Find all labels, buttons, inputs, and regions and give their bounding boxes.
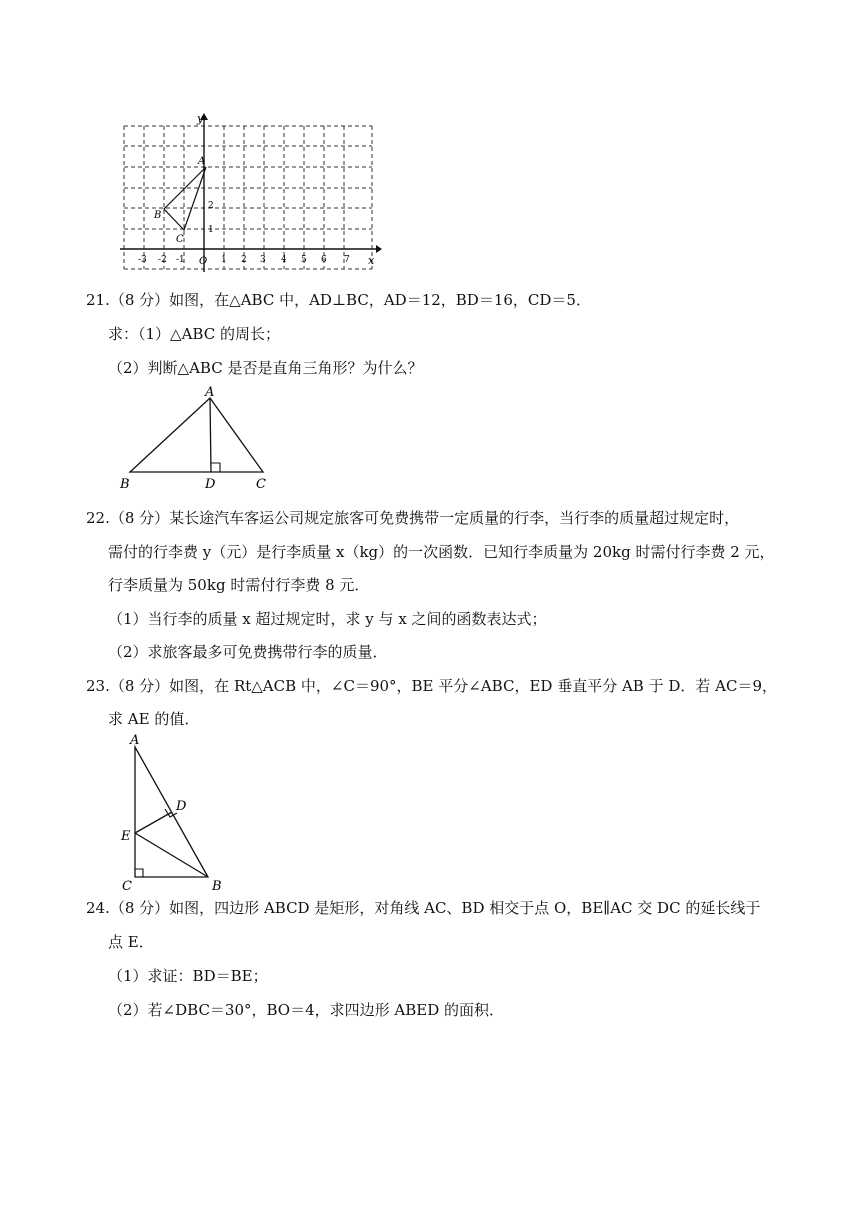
label-e: E — [121, 829, 131, 844]
point-a-label: A — [198, 156, 206, 167]
right-angle-mark-c — [135, 869, 143, 877]
label-d: D — [176, 799, 187, 814]
q22-number: 22. — [86, 509, 110, 527]
q24-text: 如图，四边形 ABCD 是矩形，对角线 AC、BD 相交于点 O，BE∥AC 交 DC 的延长线于 — [169, 899, 761, 917]
origin-label: O — [199, 256, 208, 267]
x-tick: 7 — [344, 255, 350, 265]
q23-number: 23. — [86, 677, 110, 695]
point-b-label: B — [154, 210, 162, 221]
y-tick-2: 2 — [208, 201, 214, 211]
x-tick: -1 — [176, 255, 185, 265]
y-tick-1: 1 — [208, 225, 214, 235]
label-c: C — [256, 477, 266, 492]
x-tick-labels — [138, 255, 350, 265]
y-axis-label: y — [197, 112, 204, 125]
q21-triangle-figure — [116, 386, 286, 492]
point-c-label: C — [176, 234, 184, 245]
triangle-abc-21 — [130, 398, 263, 472]
q23-line2: 求 AE 的值． — [108, 710, 200, 728]
triangle-abc — [164, 167, 206, 230]
label-b: B — [120, 477, 130, 492]
x-tick: 4 — [281, 255, 287, 265]
q23-triangle-figure — [118, 730, 226, 894]
label-a: A — [205, 386, 215, 400]
q21-text: 如图，在△ABC 中，AD⊥BC，AD＝12，BD＝16，CD＝5． — [169, 291, 591, 309]
q23-text: 如图，在 Rt△ACB 中，∠C＝90°，BE 平分∠ABC，ED 垂直平分 AB 于 D．若 AC＝9， — [169, 677, 778, 695]
x-tick: 5 — [301, 255, 307, 265]
q21-number: 21. — [86, 291, 110, 309]
q23-line1 — [86, 676, 777, 696]
q22-sub2: （2）求旅客最多可免费携带行李的质量． — [108, 643, 388, 661]
altitude-ad — [210, 398, 211, 472]
x-tick: 1 — [221, 255, 227, 265]
right-angle-mark — [211, 463, 220, 472]
q24-sub2: （2）若∠DBC＝30°，BO＝4，求四边形 ABED 的面积． — [108, 1001, 505, 1019]
q21-line1 — [86, 290, 591, 310]
q21-score: （8 分） — [109, 291, 170, 309]
q24-line2: 点 E． — [108, 933, 154, 951]
x-axis-arrow-icon — [376, 245, 382, 253]
q22-score: （8 分） — [109, 509, 170, 527]
q22-line1 — [86, 508, 739, 528]
x-tick: 6 — [321, 255, 327, 265]
segment-ed — [135, 812, 172, 833]
q24-score: （8 分） — [109, 899, 170, 917]
label-c: C — [122, 879, 132, 894]
q24-sub1: （1）求证：BD＝BE； — [108, 967, 268, 985]
grid-lines — [124, 126, 372, 269]
q24-number: 24. — [86, 899, 110, 917]
q21-sub1: 求：（1）△ABC 的周长； — [108, 325, 280, 343]
x-tick: -2 — [158, 255, 167, 265]
q24-line1 — [86, 898, 760, 918]
coordinate-grid-figure — [118, 112, 384, 272]
label-a: A — [130, 733, 140, 748]
q22-line3: 行李质量为 50kg 时需付行李费 8 元． — [108, 576, 370, 594]
x-tick: 3 — [260, 255, 266, 265]
q22-text: 某长途汽车客运公司规定旅客可免费携带一定质量的行李，当行李的质量超过规定时， — [169, 509, 740, 527]
x-tick: -3 — [138, 255, 147, 265]
label-d: D — [205, 477, 216, 492]
x-axis-label: x — [368, 254, 375, 267]
q22-sub1: （1）当行李的质量 x 超过规定时，求 y 与 x 之间的函数表达式； — [108, 610, 547, 628]
bisector-be — [135, 833, 208, 877]
q23-score: （8 分） — [109, 677, 170, 695]
x-tick: 2 — [241, 255, 247, 265]
label-b: B — [212, 879, 222, 894]
q22-line2: 需付的行李费 y（元）是行李质量 x（kg）的一次函数．已知行李质量为 20kg 时需付行李费 2 元， — [108, 543, 775, 561]
q21-sub2: （2）判断△ABC 是否是直角三角形？为什么？ — [108, 359, 423, 377]
